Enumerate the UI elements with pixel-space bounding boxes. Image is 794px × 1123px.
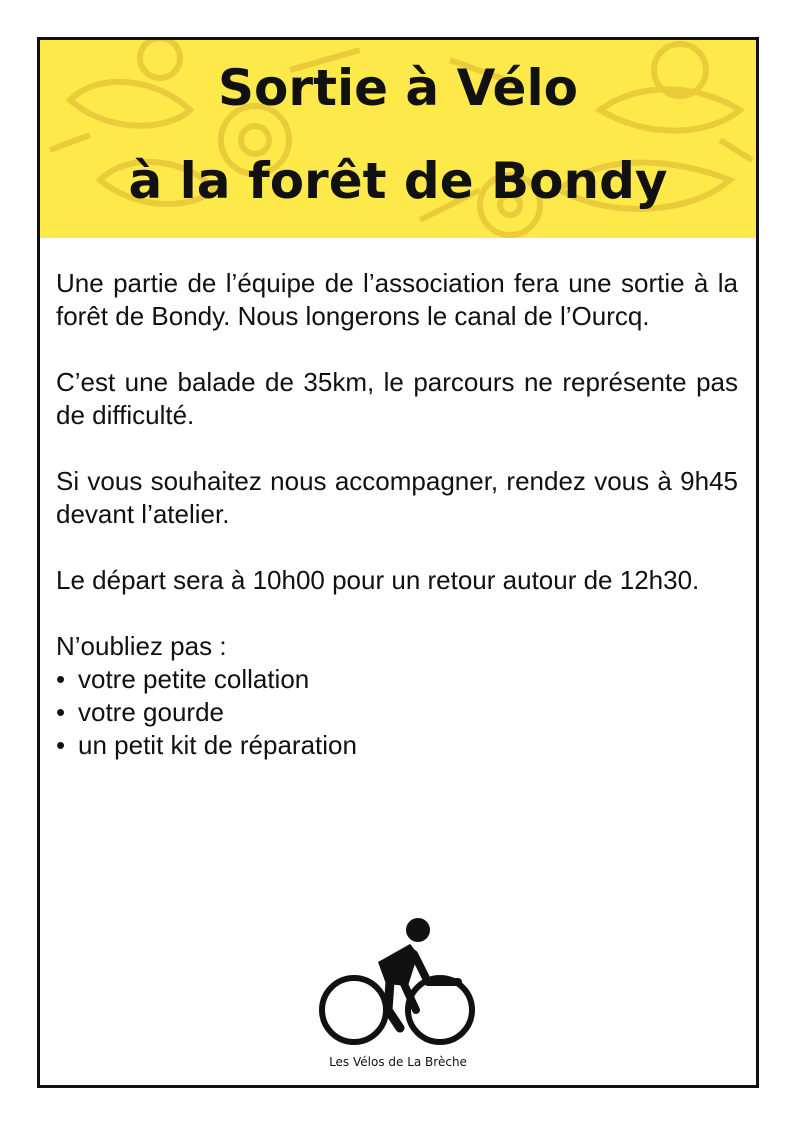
list-item-label: votre petite collation — [78, 664, 310, 694]
flyer-body — [56, 267, 738, 762]
cyclist-icon — [318, 910, 478, 1050]
association-logo — [314, 910, 482, 1080]
logo-caption: Les Vélos de La Brèche — [329, 1055, 467, 1069]
bullet-icon: • — [56, 697, 66, 727]
paragraph-distance: C’est une balade de 35km, le parcours ne représente pas de difficulté. — [56, 367, 738, 430]
list-item — [56, 696, 738, 729]
list-item-label: votre gourde — [78, 697, 224, 727]
bullet-icon: • — [56, 664, 66, 694]
checklist-title: N’oubliez pas : — [56, 631, 227, 661]
flyer-frame — [37, 37, 759, 1088]
paragraph-intro: Une partie de l’équipe de l’association fera une sortie à la forêt de Bondy. Nous longerons le canal de l’Ourcq. — [56, 268, 738, 331]
list-item — [56, 729, 738, 762]
bullet-icon: • — [56, 730, 66, 760]
header-banner — [40, 40, 756, 238]
list-item-label: un petit kit de réparation — [78, 730, 357, 760]
paragraph-schedule: Le départ sera à 10h00 pour un retour autour de 12h30. — [56, 565, 700, 595]
title-line-2: à la forêt de Bondy — [128, 152, 668, 210]
checklist — [56, 663, 738, 762]
list-item — [56, 663, 738, 696]
title-line-1: Sortie à Vélo — [218, 59, 578, 117]
paragraph-meeting: Si vous souhaitez nous accompagner, rendez vous à 9h45 devant l’atelier. — [56, 466, 738, 529]
